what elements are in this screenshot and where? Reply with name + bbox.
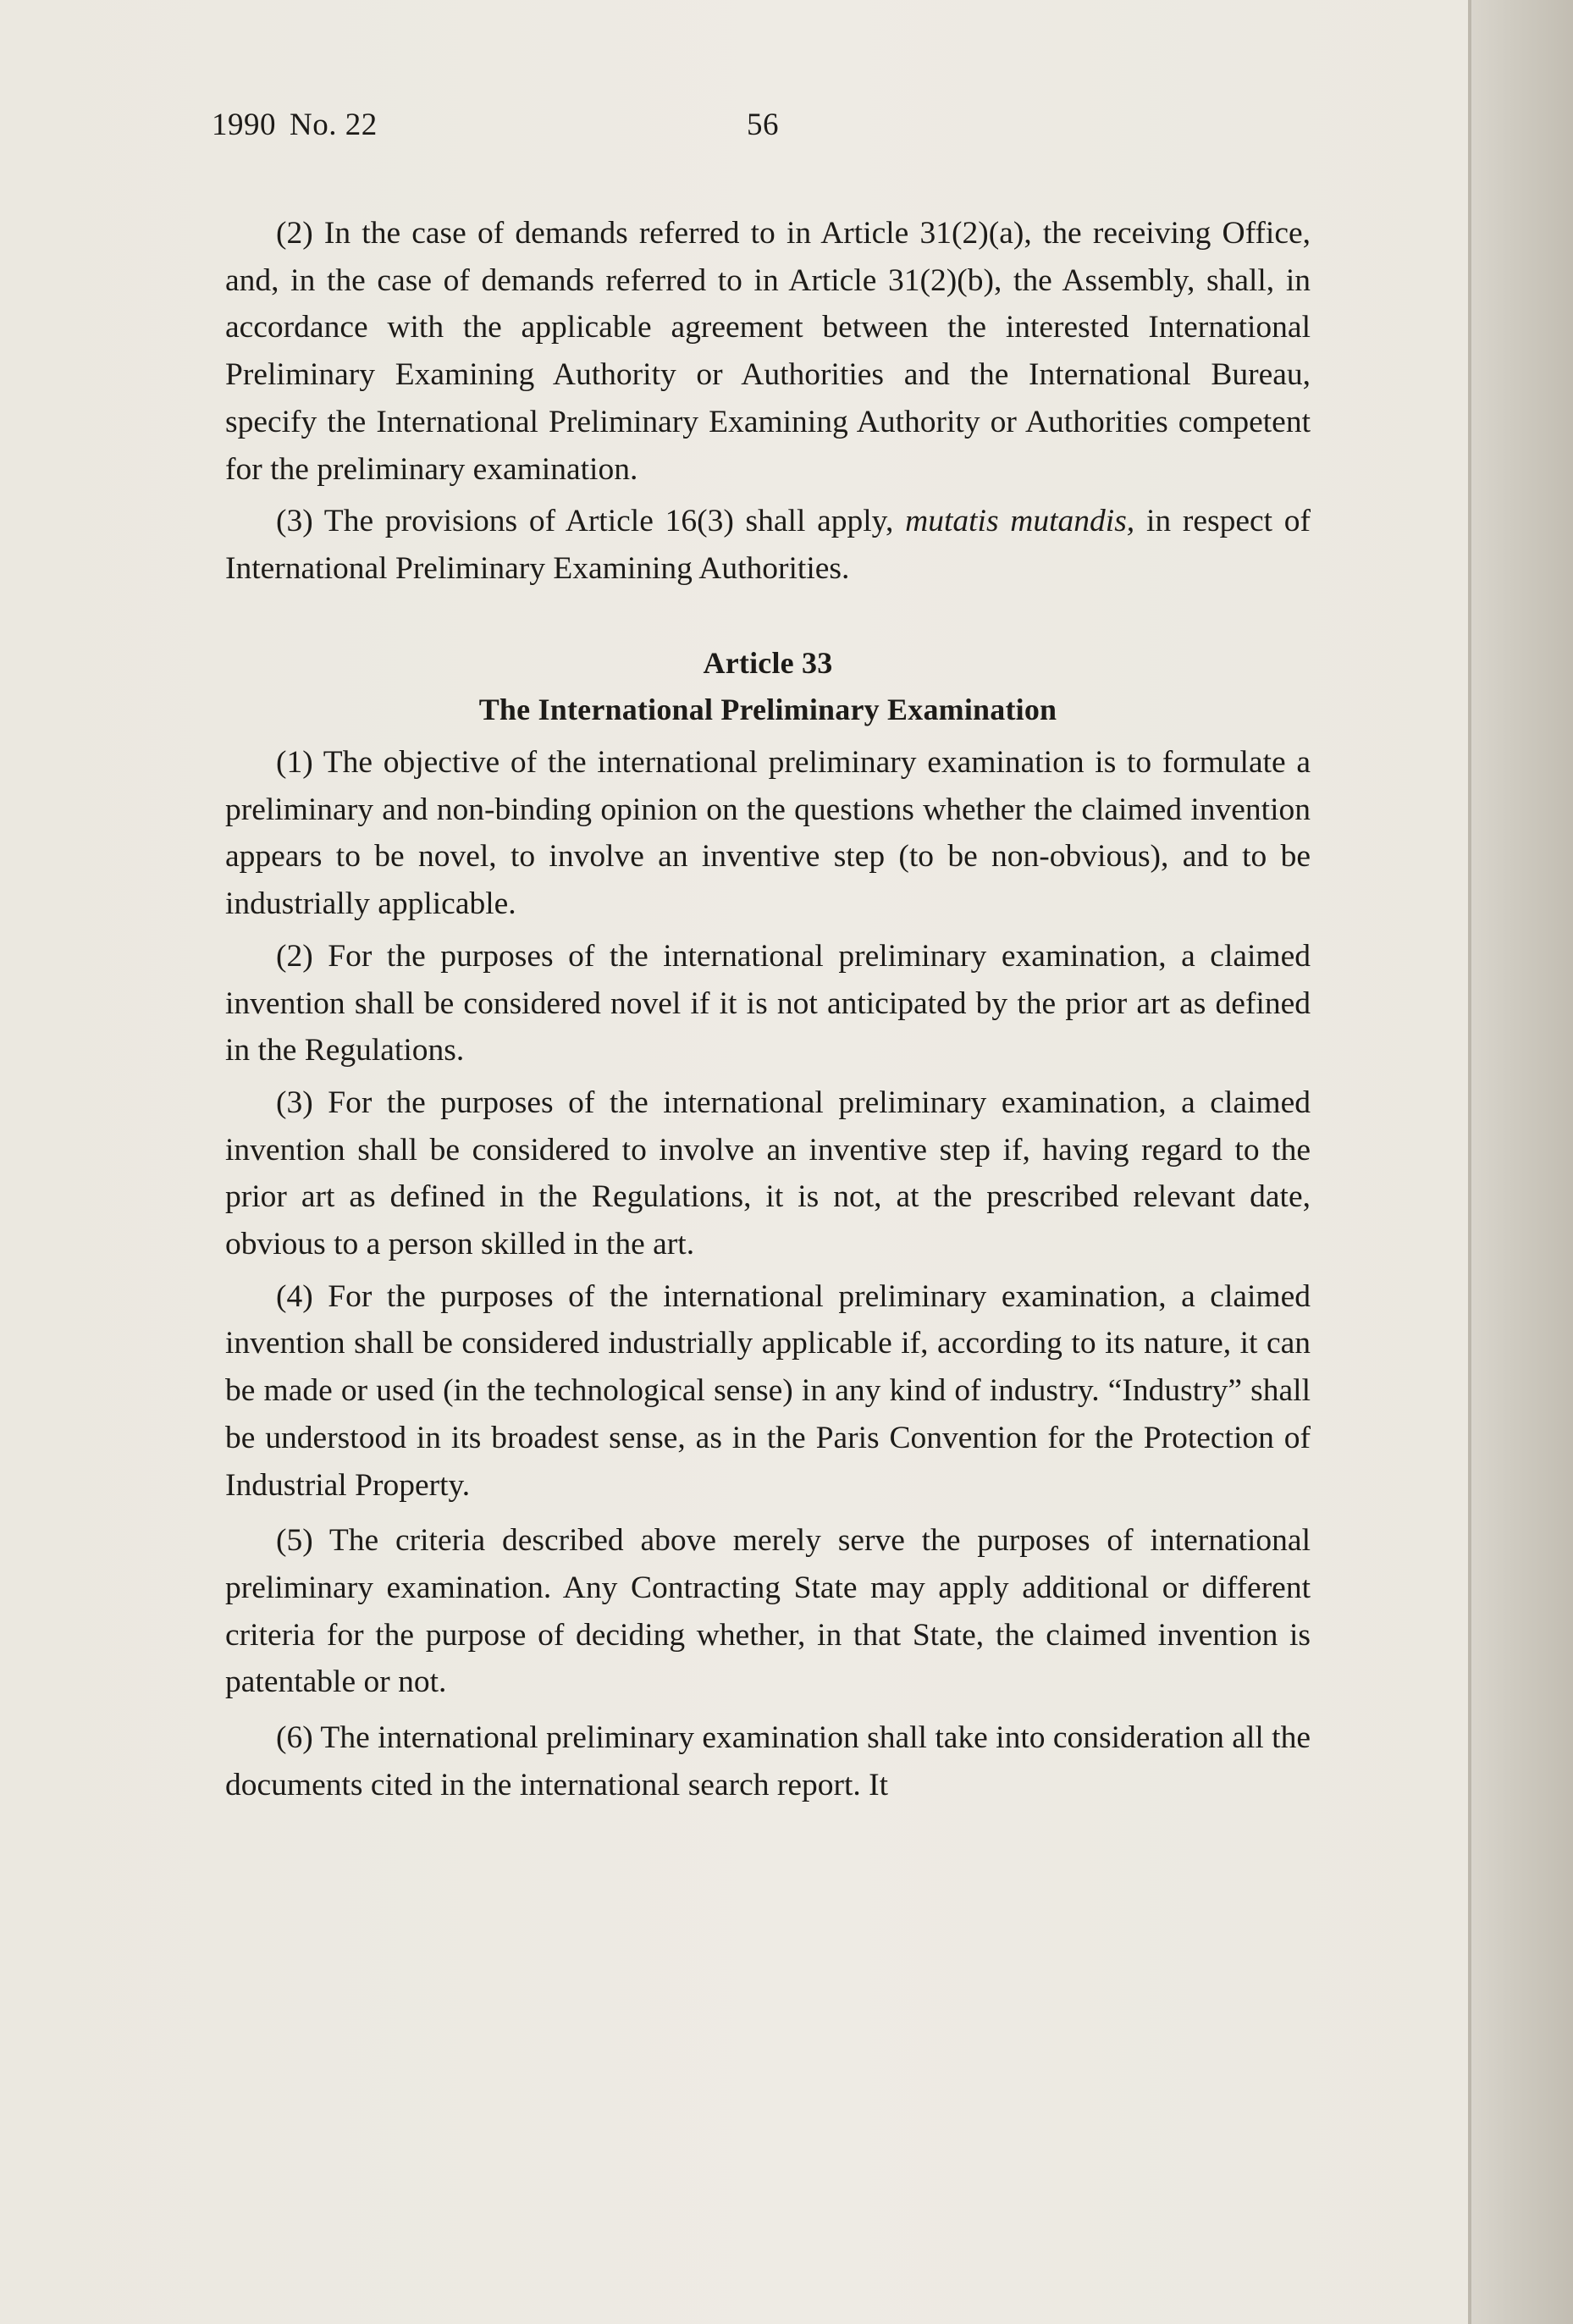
paragraph-article32-3 — [225, 498, 1311, 592]
paragraph-text: in respect of International Preliminary Examining Authorities. — [225, 504, 1311, 586]
article-number: Article 33 — [703, 645, 833, 680]
page-number: 56 — [747, 108, 779, 142]
paragraph-article33-6: (6) The international preliminary examination shall take into consideration all the documents cited in the international search report. It — [225, 1720, 1311, 1802]
adjacent-page-edge — [1471, 0, 1573, 2324]
paragraph-article33-1: (1) The objective of the international preliminary examination is to formulate a preliminary and non-binding opinion on the questions whether the claimed invention appears to be novel, to involve an inventive step (to be non-obvious), and to be industrially applicable. — [225, 745, 1311, 922]
paragraph-article33-3: (3) For the purposes of the international preliminary examination, a claimed invention shall be considered to involve an inventive step if, having regard to the prior art as defined in the Regulations, it is not, at the prescribed relevant date, obvious to a person skilled in the art. — [225, 1085, 1311, 1262]
page-body — [225, 210, 1311, 1809]
paragraph-text: (3) The provisions of Article 16(3) shall apply, — [276, 504, 894, 539]
paragraph-article33-5: (5) The criteria described above merely serve the purposes of international preliminary examination. Any Contracting State may apply additional or different criteria for the purpose of deciding whether, in that State, the claimed invention is patentable or not. — [225, 1523, 1311, 1700]
article-title: The International Preliminary Examination — [478, 693, 1057, 727]
paragraph-article32-2: (2) In the case of demands referred to in Article 31(2)(a), the receiving Office, and, in the case of demands referred to in Article 31(2)(b), the Assembly, shall, in accordance with the applicable agreement between the interested International Preliminary Examining Authority or Authorities and the International Bureau, specify the International Preliminary Examining Authority or Authorities competent for the preliminary examination. — [225, 216, 1311, 487]
header-number: No. 22 — [290, 108, 378, 142]
page-header — [212, 107, 1312, 157]
paragraph-article33-4: (4) For the purposes of the international preliminary examination, a claimed invention shall be considered industrially applicable if, according to its nature, it can be made or used (in the technological sense) in any kind of industry. “Industry” shall be understood in its broadest sense, as in the Paris Convention for the Protection of Industrial Property. — [225, 1278, 1311, 1503]
header-year: 1990 — [212, 108, 276, 142]
paragraph-article33-2: (2) For the purposes of the international preliminary examination, a claimed invention shall be considered novel if it is not anticipated by the prior art as defined in the Regulations. — [225, 938, 1311, 1068]
italic-phrase: mutatis mutandis, — [905, 504, 1135, 539]
